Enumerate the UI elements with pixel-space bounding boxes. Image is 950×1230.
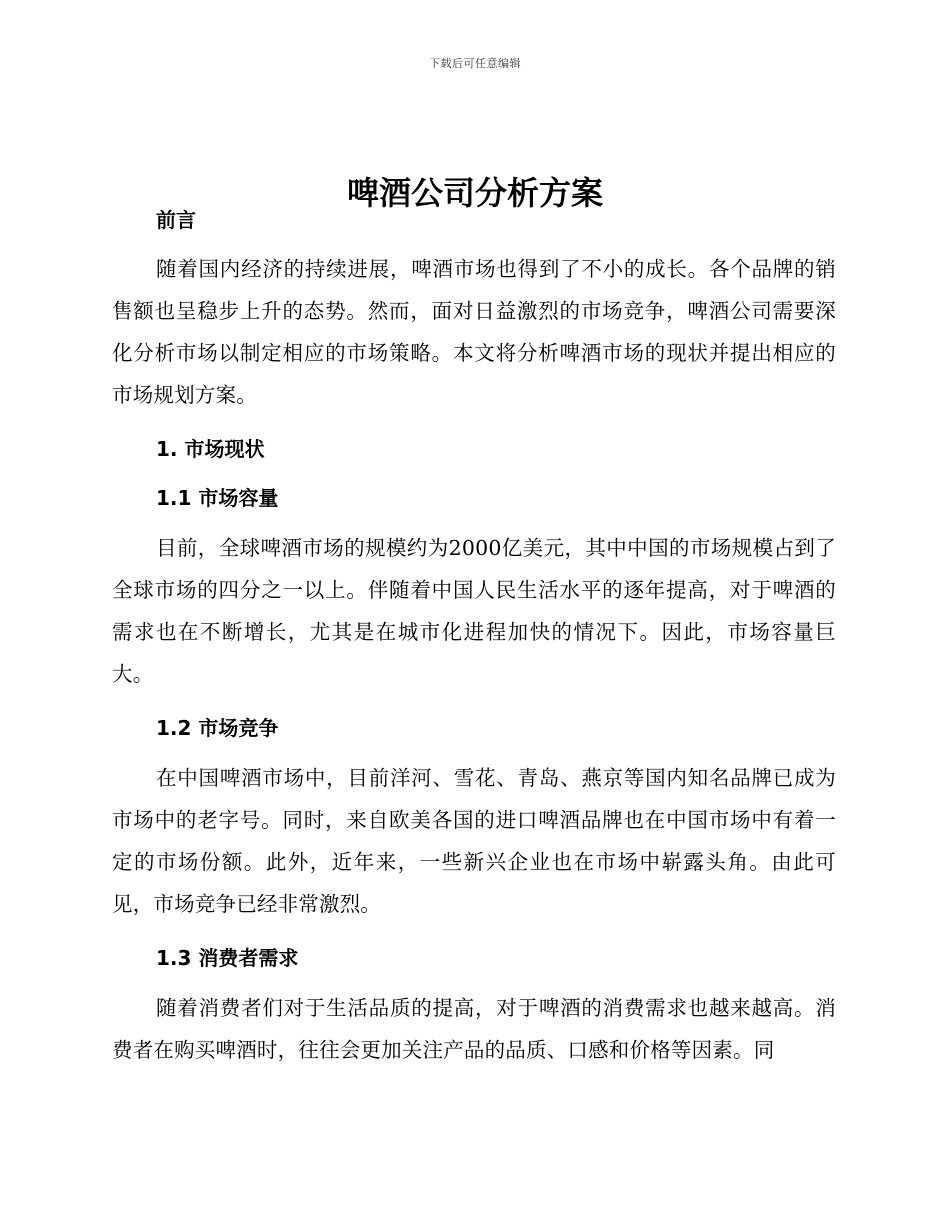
document-title: 啤酒公司分析方案	[346, 174, 603, 213]
section-1-3-heading: 1.3 消费者需求	[156, 946, 299, 970]
section-1-1-paragraph: 目前，全球啤酒市场的规模约为2000亿美元，其中中国的市场规模占到了全球市场的四分之一以上。伴随着中国人民生活水平的逐年提高，对于啤酒的需求也在不断增长，尤其是在城市化进程加快的情况下。因此，市场容量巨大。	[112, 536, 836, 686]
preface-paragraph: 随着国内经济的持续进展，啤酒市场也得到了不小的成长。各个品牌的销售额也呈稳步上升的态势。然而，面对日益激烈的市场竞争，啤酒公司需要深化分析市场以制定相应的市场策略。本文将分析啤酒市场的现状并提出相应的市场规划方案。	[112, 257, 836, 407]
page-header-note: 下载后可任意编辑	[429, 57, 521, 70]
section-1-2-paragraph: 在中国啤酒市场中，目前洋河、雪花、青岛、燕京等国内知名品牌已成为市场中的老字号。同时，来自欧美各国的进口啤酒品牌也在中国市场中有着一定的市场份额。此外，近年来，一些新兴企业也在市场中崭露头角。由此可见，市场竞争已经非常激烈。	[112, 766, 836, 916]
section-1-3-paragraph: 随着消费者们对于生活品质的提高，对于啤酒的消费需求也越来越高。消费者在购买啤酒时，往往会更加关注产品的品质、口感和价格等因素。同	[112, 996, 836, 1062]
document-body	[112, 200, 836, 1084]
section-1-heading: 1. 市场现状	[156, 437, 265, 461]
preface-heading: 前言	[156, 208, 196, 232]
section-1-1-heading: 1.1 市场容量	[156, 486, 279, 510]
section-1-2-heading: 1.2 市场竞争	[156, 716, 279, 740]
